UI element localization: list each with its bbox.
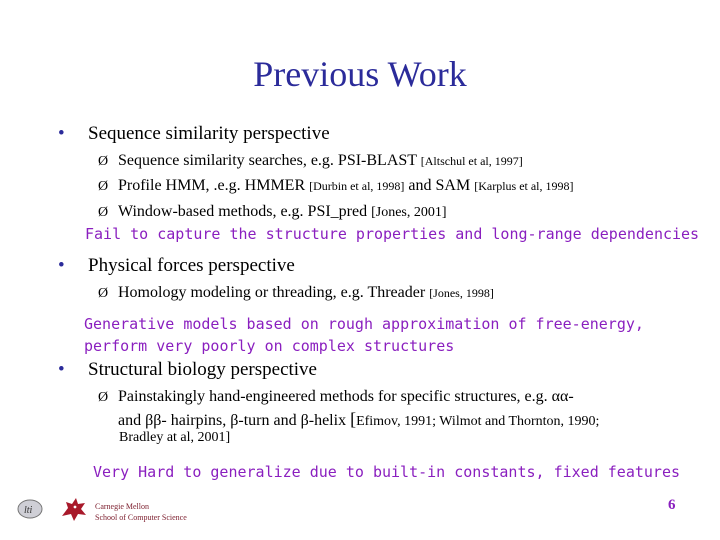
footer-line-1: Carnegie Mellon [95,502,149,511]
bullet-physical-forces [58,254,295,278]
bullet-marker: • [58,255,65,276]
sub-item-hand-engineered: Ø Painstakingly hand-engineered methods for specific structures, e.g. αα- [98,386,574,409]
bullet-sequence-similarity [58,122,330,146]
footer-line-2: School of Computer Science [95,513,187,522]
sub-item-profile-hmm: Ø Profile HMM, .e.g. HMMER [Durbin et al, 1998] and SAM [Karplus et al, 1998] [98,175,574,198]
note-generative-models-line2: perform very poorly on complex structures [84,337,455,355]
bullet-label: Structural biology perspective [88,359,317,380]
note-fail-to-capture: Fail to capture the structure properties and long-range dependencies [85,225,700,243]
cmu-logo-icon [16,497,44,521]
bullet-structural-biology [58,358,317,382]
sub-item-psi-blast: Ø Sequence similarity searches, e.g. PSI-BLAST [Altschul et al, 1997] [98,150,523,173]
arrow-icon: Ø [98,286,109,301]
citation: [Jones, 1998] [429,286,494,300]
sub-item-hand-engineered-line2: and ββ- hairpins, β-turn and β-helix [Efimov, 1991; Wilmot and Thornton, 1990; [118,409,600,429]
note-very-hard: Very Hard to generalize due to built-in constants, fixed features [93,463,680,481]
citation: Efimov, 1991; Wilmot and Thornton, 1990; [356,414,600,429]
arrow-icon: Ø [98,390,109,405]
page-title: Previous Work [253,54,467,94]
note-generative-models-line1: Generative models based on rough approximation of free-energy, [84,315,644,333]
arrow-icon: Ø [98,205,109,220]
bullet-marker: • [58,359,65,380]
bullet-label: Sequence similarity perspective [88,123,330,144]
citation: [Durbin et al, 1998] [309,179,405,193]
citation: [Jones, 2001] [371,205,447,220]
sub-item-hand-engineered-line3: Bradley at al, 2001] [119,430,231,445]
arrow-icon: Ø [98,154,109,169]
arrow-icon: Ø [98,179,109,194]
svg-text:lti: lti [24,505,33,516]
bullet-marker: • [58,123,65,144]
dragon-logo-icon [58,494,90,524]
page-number: 6 [668,497,676,513]
citation: [Altschul et al, 1997] [420,154,523,168]
sub-item-window-based: Ø Window-based methods, e.g. PSI_pred [Jones, 2001] [98,201,447,224]
citation: [Karplus et al, 1998] [474,179,574,193]
bullet-label: Physical forces perspective [88,255,295,276]
sub-item-homology: Ø Homology modeling or threading, e.g. Threader [Jones, 1998] [98,282,494,305]
